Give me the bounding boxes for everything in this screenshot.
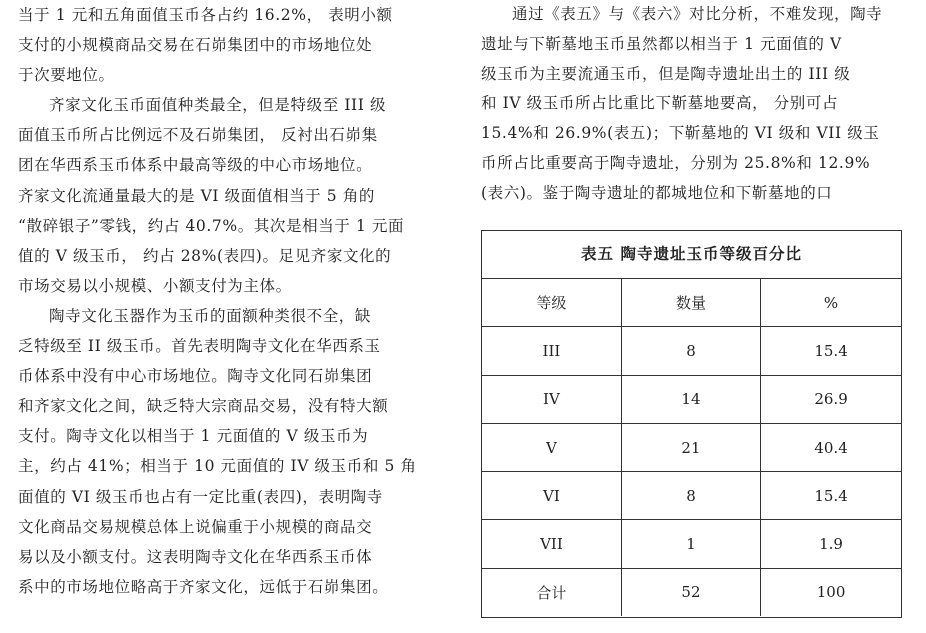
- cell-count: 8: [621, 472, 760, 520]
- header-count: 数量: [621, 279, 760, 327]
- left-text-column: [18, 0, 438, 602]
- text-line: 遗址与下靳墓地玉币虽然都以相当于 1 元面值的 V: [481, 34, 842, 53]
- table-header-row: [482, 279, 901, 327]
- text-line: (表六)。鉴于陶寺遗址的都城地位和下靳墓地的口: [481, 183, 833, 202]
- header-percent: %: [761, 279, 901, 327]
- cell-percent: 40.4: [761, 423, 901, 471]
- text-line: 文化商品交易规模总体上说偏重于小规模的商品交: [18, 517, 373, 536]
- cell-count: 52: [621, 568, 760, 616]
- cell-count: 1: [621, 520, 760, 568]
- cell-percent: 1.9: [761, 520, 901, 568]
- text-line: “散碎银子”零钱，约占 40.7%。其次是相当于 1 元面: [18, 216, 405, 235]
- cell-percent: 100: [816, 583, 846, 602]
- cell-grade: IV: [482, 375, 621, 423]
- text-line: 市场交易以小规模、小额支付为主体。: [18, 276, 292, 295]
- text-line: 和 IV 级玉币所占比重比下靳墓地要高， 分别可占: [481, 94, 839, 113]
- text-line: 面值玉币所占比例远不及石峁集团， 反衬出石峁集: [18, 126, 378, 145]
- text-line: 于次要地位。: [18, 66, 115, 85]
- cell-percent: 26.9: [761, 375, 901, 423]
- right-text-column: [481, 0, 903, 209]
- table-row: [482, 327, 901, 375]
- header-grade: 等级: [482, 279, 621, 327]
- text-line: 和齐家文化之间，缺乏特大宗商品交易，没有特大额: [18, 397, 389, 416]
- text-line: 团在华西系玉币体系中最高等级的中心市场地位。: [18, 156, 373, 175]
- text-line: 易以及小额支付。这表明陶寺文化在华西系玉币体: [18, 547, 373, 566]
- jade-grade-table: [482, 279, 901, 616]
- cell-grade: 合计: [482, 568, 621, 616]
- paragraph-taosi: [18, 301, 438, 602]
- table-row: [482, 472, 901, 520]
- cell-grade: VI: [482, 472, 621, 520]
- text-line: 支付的小规模商品交易在石峁集团中的市场地位处: [18, 36, 373, 55]
- text-line: 币体系中没有中心市场地位。陶寺文化同石峁集团: [18, 367, 373, 386]
- cell-percent: 15.4: [761, 327, 901, 375]
- table-row: [482, 520, 901, 568]
- text-line: 陶寺文化玉器作为玉币的面额种类很不全，缺: [49, 306, 372, 325]
- text-line: 币所占比重要高于陶寺遗址，分别为 25.8%和 12.9%: [481, 153, 871, 172]
- cell-grade: VII: [482, 520, 621, 568]
- text-line: 值的 V 级玉币， 约占 28%(表四)。足见齐家文化的: [18, 246, 392, 265]
- table-total-row: [482, 568, 901, 616]
- cell-count: 8: [621, 327, 760, 375]
- paragraph-comparison: [481, 0, 903, 209]
- text-line: 当于 1 元和五角面值玉币各占约 16.2%， 表明小额: [18, 6, 393, 24]
- cell-grade: III: [482, 327, 621, 375]
- text-line: 齐家文化流通量最大的是 VI 级面值相当于 5 角的: [18, 186, 375, 205]
- cell-count: 14: [621, 375, 760, 423]
- text-line: 通过《表五》与《表六》对比分析，不难发现，陶寺: [512, 5, 883, 23]
- table-row: [482, 423, 901, 471]
- text-line: 面值的 VI 级玉币也占有一定比重(表四)，表明陶寺: [18, 487, 383, 506]
- cell-grade: V: [482, 423, 621, 471]
- cell-count: 21: [621, 423, 760, 471]
- paragraph-qijia: [18, 90, 438, 301]
- text-line: 系中的市场地位略高于齐家文化，远低于石峁集团。: [18, 577, 389, 596]
- text-line: 主，约占 41%；相当于 10 元面值的 IV 级玉币和 5 角: [18, 457, 417, 476]
- text-line: 15.4%和 26.9%(表五)；下靳墓地的 VI 级和 VII 级玉: [481, 124, 880, 143]
- table-row: [482, 375, 901, 423]
- cell-percent: 15.4: [761, 472, 901, 520]
- text-line: 支付。陶寺文化以相当于 1 元面值的 V 级玉币为: [18, 427, 369, 446]
- table-caption: 表五 陶寺遗址玉币等级百分比: [482, 231, 901, 279]
- text-line: 级玉币为主要流通玉币，但是陶寺遗址出土的 III 级: [481, 64, 851, 83]
- text-line: 乏特级至 II 级玉币。首先表明陶寺文化在华西系玉: [18, 337, 381, 356]
- text-line: 齐家文化玉币面值种类最全，但是特级至 III 级: [49, 96, 387, 115]
- paragraph-shimao-ending: [18, 0, 438, 90]
- table-5-box: [481, 230, 902, 618]
